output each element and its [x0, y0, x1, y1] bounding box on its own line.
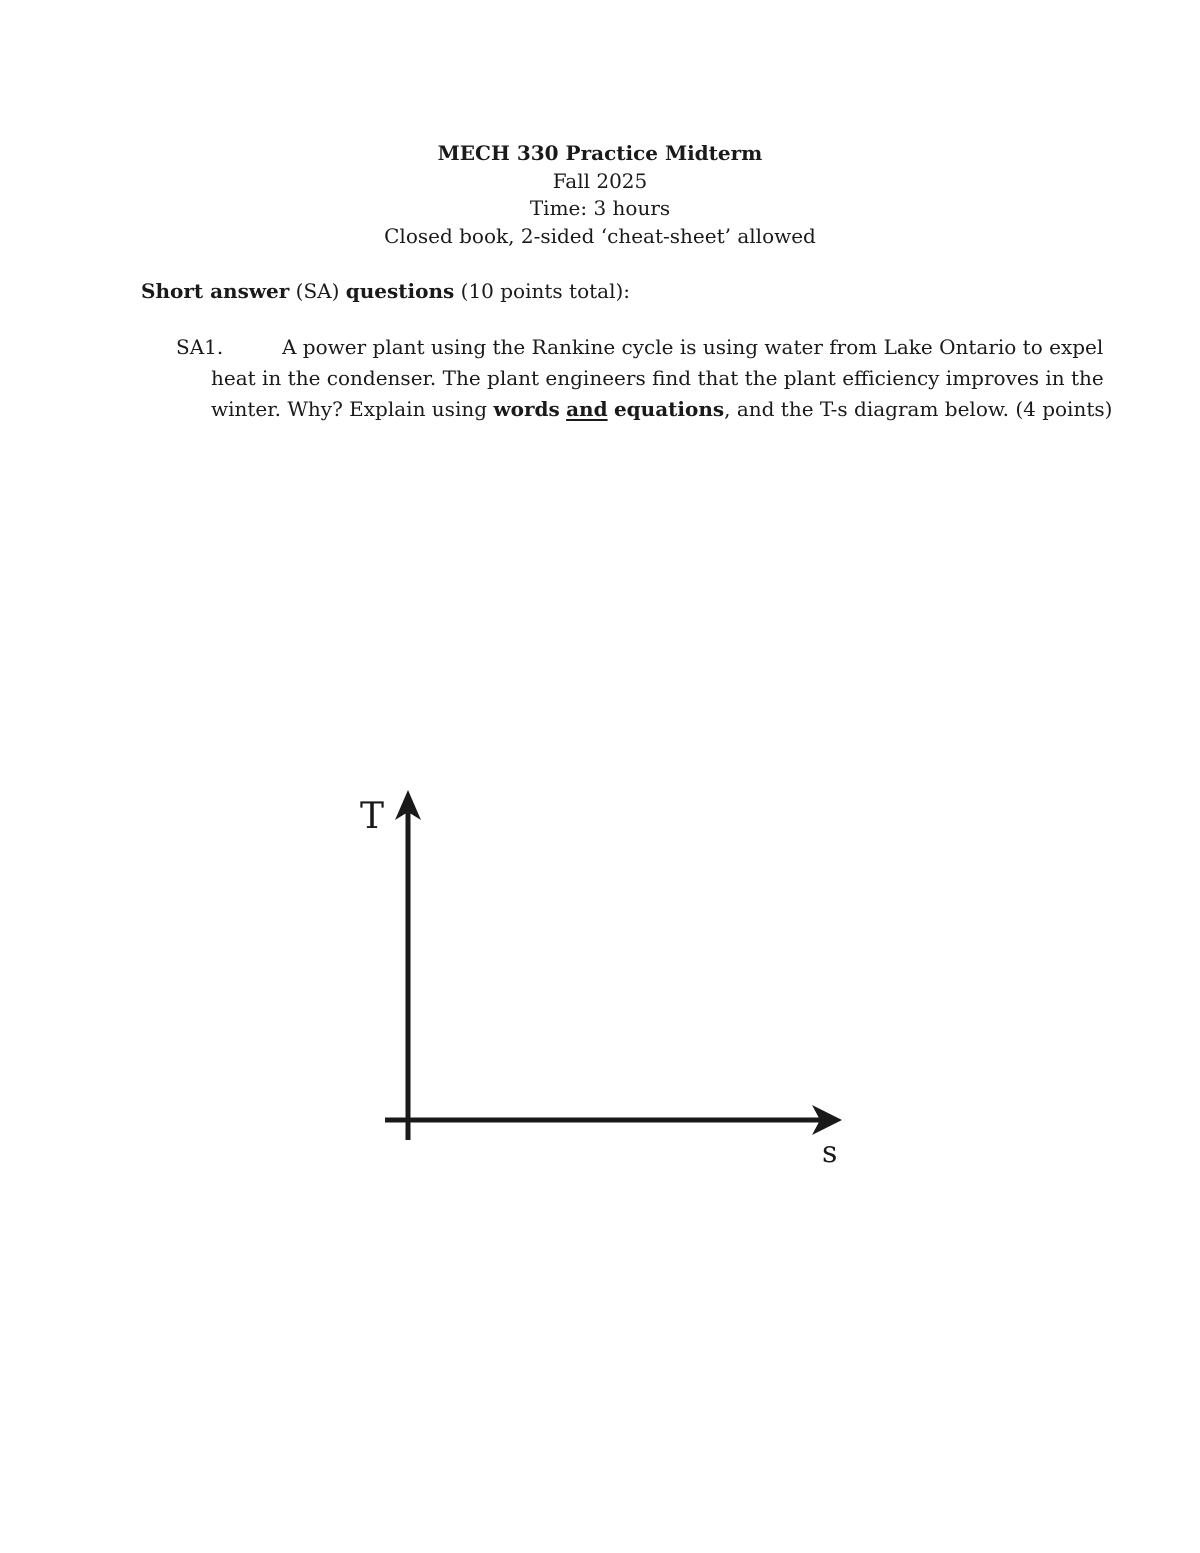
section-heading: [141, 277, 630, 305]
exam-term: Fall 2025: [552, 168, 648, 193]
exam-header: [0, 140, 1200, 250]
question-number: SA1.: [176, 335, 224, 359]
question-continuation: [211, 363, 1112, 425]
emphasis-equations: equations: [613, 397, 725, 421]
section-heading-bold-1: Short answer: [141, 279, 290, 303]
y-axis-arrowhead: [395, 790, 421, 820]
section-heading-points: (10 points total):: [460, 279, 631, 303]
x-axis-label: s: [822, 1135, 838, 1170]
exam-title: MECH 330 Practice Midterm: [437, 141, 763, 165]
question-line-2: heat in the condenser. The plant engineers find that the plant efficiency improves in the: [211, 366, 1104, 390]
emphasis-words: words: [493, 397, 560, 421]
section-heading-bold-2: questions: [345, 279, 455, 303]
section-heading-abbr: (SA): [295, 279, 340, 303]
y-axis-label: T: [360, 796, 385, 837]
question-line-1: A power plant using the Rankine cycle is using water from Lake Ontario to expel: [282, 335, 1104, 359]
exam-rules: Closed book, 2-sided ‘cheat-sheet’ allowed: [384, 223, 816, 248]
x-axis-arrowhead: [812, 1105, 842, 1135]
emphasis-and: and: [566, 397, 608, 421]
question-line-3-text-a: winter. Why? Explain using: [211, 397, 494, 421]
exam-time: Time: 3 hours: [529, 196, 671, 220]
question-line-3: [211, 394, 1112, 425]
question-line-3-text-g: , and the T-s diagram below. (4 points): [724, 397, 1113, 421]
